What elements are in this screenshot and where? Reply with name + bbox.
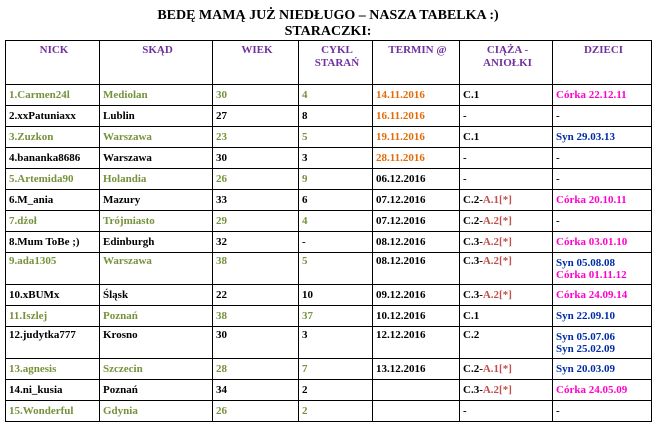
- cell-skad: Poznań: [100, 306, 213, 327]
- cell-termin: 12.12.2016: [373, 327, 460, 359]
- cell-ciaza: [460, 106, 553, 127]
- table-body: [6, 85, 652, 422]
- cell-cykl: 2: [299, 380, 373, 401]
- cell-wiek: 27: [213, 106, 299, 127]
- cell-wiek: 30: [213, 85, 299, 106]
- cell-dzieci: [553, 85, 652, 106]
- child-entry: -: [556, 152, 560, 164]
- child-entry: Córka 22.12.11: [556, 89, 627, 101]
- cell-termin: 14.11.2016: [373, 85, 460, 106]
- cell-wiek: 22: [213, 285, 299, 306]
- cell-skad: Warszawa: [100, 127, 213, 148]
- document-title: BEDĘ MAMĄ JUŻ NIEDŁUGO – NASZA TABELKA :): [157, 8, 499, 23]
- ciaza-aniolki: A.1[*]: [482, 363, 512, 375]
- ciaza-aniolki: A.2[*]: [482, 384, 512, 396]
- table-row: [6, 306, 652, 327]
- cell-ciaza: [460, 127, 553, 148]
- cell-cykl: 9: [299, 169, 373, 190]
- ciaza-main: C.2-: [463, 194, 483, 206]
- cell-skad: Warszawa: [100, 148, 213, 169]
- cell-wiek: 30: [213, 148, 299, 169]
- cell-ciaza: [460, 327, 553, 359]
- table-row: [6, 169, 652, 190]
- cell-nick: 9.ada1305: [6, 253, 100, 285]
- child-entry: Syn 25.02.09: [556, 342, 615, 355]
- ciaza-main: C.1: [463, 89, 480, 101]
- cell-termin: 06.12.2016: [373, 169, 460, 190]
- table-row: [6, 285, 652, 306]
- cell-cykl: 6: [299, 190, 373, 211]
- ciaza-aniolki: A.2[*]: [482, 255, 512, 267]
- cell-wiek: 23: [213, 127, 299, 148]
- header-dzieci: DZIECI: [553, 41, 652, 85]
- ciaza-main: C.1: [463, 131, 480, 143]
- ciaza-main: C.3-: [463, 236, 483, 248]
- cell-dzieci: [553, 106, 652, 127]
- cell-wiek: 30: [213, 327, 299, 359]
- child-entry: Córka 20.10.11: [556, 194, 627, 206]
- child-entry: Córka 24.05.09: [556, 384, 628, 396]
- cell-ciaza: [460, 148, 553, 169]
- cell-ciaza: [460, 306, 553, 327]
- header-wiek: WIEK: [213, 41, 299, 85]
- table-row: [6, 148, 652, 169]
- cell-cykl: 8: [299, 106, 373, 127]
- cell-termin: 13.12.2016: [373, 359, 460, 380]
- child-entry: Syn 22.09.10: [556, 310, 615, 322]
- cell-nick: 11.Iszlej: [6, 306, 100, 327]
- document-subtitle: STARACZKI:: [284, 24, 372, 39]
- cell-wiek: 26: [213, 401, 299, 422]
- cell-dzieci: [553, 232, 652, 253]
- cell-ciaza: [460, 285, 553, 306]
- child-entry: -: [556, 405, 560, 417]
- cell-nick: 12.judytka777: [6, 327, 100, 359]
- cell-ciaza: [460, 85, 553, 106]
- ciaza-main: -: [463, 405, 467, 417]
- child-entry: -: [556, 173, 560, 185]
- cell-cykl: 5: [299, 253, 373, 285]
- cell-skad: Gdynia: [100, 401, 213, 422]
- ciaza-main: C.3-: [463, 384, 483, 396]
- cell-ciaza: [460, 401, 553, 422]
- cell-skad: Śląsk: [100, 285, 213, 306]
- cell-nick: 1.Carmen24l: [6, 85, 100, 106]
- ciaza-main: C.1: [463, 310, 480, 322]
- cell-skad: Mediolan: [100, 85, 213, 106]
- table-header-row: [6, 41, 652, 85]
- cell-nick: 7.dżoł: [6, 211, 100, 232]
- cell-wiek: 28: [213, 359, 299, 380]
- table-row: [6, 327, 652, 359]
- cell-ciaza: [460, 190, 553, 211]
- child-entry: Syn 05.08.08: [556, 256, 615, 269]
- child-entry: Córka 24.09.14: [556, 289, 628, 301]
- ciaza-aniolki: A.2[*]: [482, 215, 512, 227]
- cell-skad: Holandia: [100, 169, 213, 190]
- cell-dzieci: [553, 148, 652, 169]
- cell-wiek: 29: [213, 211, 299, 232]
- cell-termin: 07.12.2016: [373, 211, 460, 232]
- ciaza-main: -: [463, 152, 467, 164]
- ciaza-main: -: [463, 173, 467, 185]
- cell-cykl: 3: [299, 327, 373, 359]
- header-cykl: CYKL STARAŃ: [299, 41, 373, 85]
- ciaza-aniolki: A.2[*]: [482, 236, 512, 248]
- ciaza-main: C.3-: [463, 289, 483, 301]
- cell-nick: 3.Zuzkon: [6, 127, 100, 148]
- header-termin: TERMIN @: [373, 41, 460, 85]
- cell-dzieci: [553, 285, 652, 306]
- child-entry: -: [556, 215, 560, 227]
- header-nick: NICK: [6, 41, 100, 85]
- cell-skad: Edinburgh: [100, 232, 213, 253]
- ciaza-main: -: [463, 110, 467, 122]
- cell-dzieci: [553, 359, 652, 380]
- cell-cykl: 5: [299, 127, 373, 148]
- cell-dzieci: [553, 327, 652, 359]
- cell-ciaza: [460, 169, 553, 190]
- cell-skad: Lublin: [100, 106, 213, 127]
- cell-termin: 16.11.2016: [373, 106, 460, 127]
- cell-dzieci: [553, 401, 652, 422]
- cell-cykl: 10: [299, 285, 373, 306]
- cell-ciaza: [460, 359, 553, 380]
- cell-nick: 14.ni_kusia: [6, 380, 100, 401]
- cell-cykl: 4: [299, 85, 373, 106]
- cell-skad: Poznań: [100, 380, 213, 401]
- cell-wiek: 33: [213, 190, 299, 211]
- cell-termin: 07.12.2016: [373, 190, 460, 211]
- cell-cykl: 37: [299, 306, 373, 327]
- cell-termin: 09.12.2016: [373, 285, 460, 306]
- cell-dzieci: [553, 211, 652, 232]
- child-entry: Syn 05.07.06: [556, 330, 615, 343]
- cell-termin: 28.11.2016: [373, 148, 460, 169]
- cell-skad: Krosno: [100, 327, 213, 359]
- cell-termin: 19.11.2016: [373, 127, 460, 148]
- cell-cykl: 7: [299, 359, 373, 380]
- cell-wiek: 26: [213, 169, 299, 190]
- cell-dzieci: [553, 169, 652, 190]
- cell-dzieci: [553, 127, 652, 148]
- cell-termin: 10.12.2016: [373, 306, 460, 327]
- table-row: [6, 106, 652, 127]
- header-skad: SKĄD: [100, 41, 213, 85]
- cell-termin: [373, 380, 460, 401]
- header-ciaza: CIĄŻA - ANIOŁKI: [460, 41, 553, 85]
- table-row: [6, 401, 652, 422]
- cell-nick: 4.bananka8686: [6, 148, 100, 169]
- cell-ciaza: [460, 380, 553, 401]
- table-row: [6, 359, 652, 380]
- ciaza-main: C.2-: [463, 363, 483, 375]
- cell-cykl: 2: [299, 401, 373, 422]
- cell-wiek: 32: [213, 232, 299, 253]
- cell-ciaza: [460, 211, 553, 232]
- cell-dzieci: [553, 190, 652, 211]
- cell-termin: 08.12.2016: [373, 232, 460, 253]
- cell-dzieci: [553, 380, 652, 401]
- ciaza-main: C.2: [463, 329, 480, 341]
- ciaza-aniolki: A.2[*]: [482, 289, 512, 301]
- cell-skad: Warszawa: [100, 253, 213, 285]
- cell-nick: 5.Artemida90: [6, 169, 100, 190]
- cell-cykl: -: [299, 232, 373, 253]
- table-row: [6, 190, 652, 211]
- cell-cykl: 3: [299, 148, 373, 169]
- cell-nick: 6.M_ania: [6, 190, 100, 211]
- table-row: [6, 127, 652, 148]
- cell-wiek: 34: [213, 380, 299, 401]
- cell-nick: 8.Mum ToBe ;): [6, 232, 100, 253]
- child-entry: Syn 29.03.13: [556, 131, 615, 143]
- cell-termin: 08.12.2016: [373, 253, 460, 285]
- table-row: [6, 232, 652, 253]
- table-row: [6, 380, 652, 401]
- cell-wiek: 38: [213, 253, 299, 285]
- cell-nick: 10.xBUMx: [6, 285, 100, 306]
- table-row: [6, 211, 652, 232]
- ciaza-aniolki: A.1[*]: [482, 194, 512, 206]
- cell-cykl: 4: [299, 211, 373, 232]
- table-row: [6, 85, 652, 106]
- cell-nick: 15.Wonderful: [6, 401, 100, 422]
- child-entry: Córka 03.01.10: [556, 236, 628, 248]
- cell-nick: 2.xxPatuniaxx: [6, 106, 100, 127]
- ciaza-main: C.3-: [463, 255, 483, 267]
- cell-wiek: 38: [213, 306, 299, 327]
- cell-skad: Trójmiasto: [100, 211, 213, 232]
- cell-ciaza: [460, 253, 553, 285]
- child-entry: -: [556, 110, 560, 122]
- cell-dzieci: [553, 253, 652, 285]
- cell-dzieci: [553, 306, 652, 327]
- cell-ciaza: [460, 232, 553, 253]
- table-row: [6, 253, 652, 285]
- cell-skad: Mazury: [100, 190, 213, 211]
- child-entry: Córka 01.11.12: [556, 268, 627, 281]
- cell-nick: 13.agnesis: [6, 359, 100, 380]
- cell-termin: [373, 401, 460, 422]
- ciaza-main: C.2-: [463, 215, 483, 227]
- members-table: [5, 40, 652, 422]
- child-entry: Syn 20.03.09: [556, 363, 615, 375]
- cell-skad: Szczecin: [100, 359, 213, 380]
